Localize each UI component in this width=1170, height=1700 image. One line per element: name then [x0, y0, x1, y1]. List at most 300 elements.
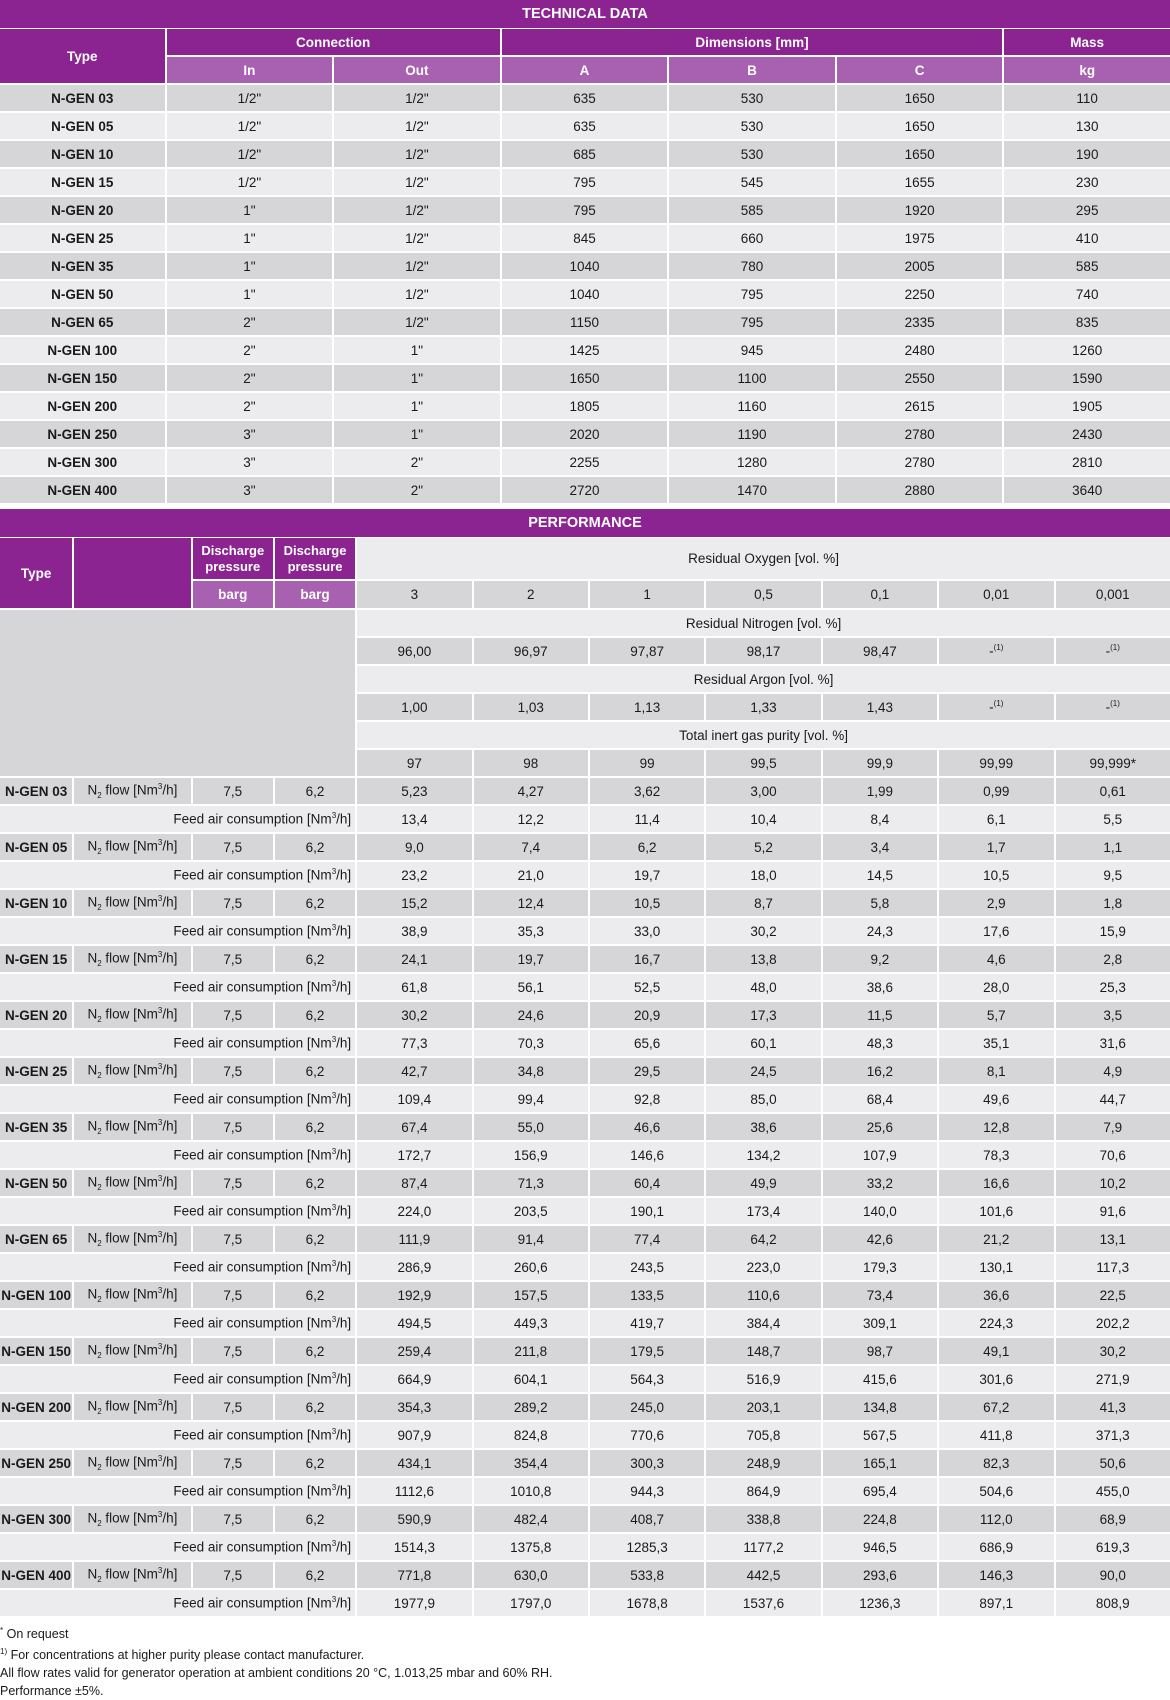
n2-flow-value: 17,3 [706, 1002, 820, 1028]
type-cell: N-GEN 03 [0, 85, 165, 111]
residual-argon-value: -$^{(1)}$ [1056, 694, 1170, 720]
feed-air-value: 35,1 [939, 1030, 1053, 1056]
feed-air-value: 18,0 [706, 862, 820, 888]
n2-flow-value: 5,23 [357, 778, 471, 804]
data-cell: 1650 [502, 365, 668, 391]
residual-argon-value: 1,13 [590, 694, 704, 720]
n2-flow-value: 73,4 [823, 1282, 937, 1308]
footnote-conditions: All flow rates valid for generator operation at ambient conditions 20 °C, 1.013,25 mbar and 60% RH. [0, 1664, 1170, 1682]
table-row [0, 1030, 1170, 1056]
feed-air-value: 70,6 [1056, 1142, 1170, 1168]
data-cell: 3640 [1004, 477, 1170, 503]
table-row [0, 1254, 1170, 1280]
discharge-pressure-2: 6,2 [275, 1450, 355, 1476]
feed-air-value: 1678,8 [590, 1590, 704, 1616]
type-cell: N-GEN 25 [0, 225, 165, 251]
data-cell: 795 [502, 197, 668, 223]
n2-flow-label: $N_2$ flow [Nm$^3$/h] [74, 946, 190, 972]
footnote-mark: (1) [994, 699, 1004, 708]
feed-air-label: Feed air consumption [Nm$^3$/h] [0, 1254, 355, 1280]
footnote-higher-purity: $^{1)}$ For concentrations at higher purity please contact manufacturer. [0, 1643, 1170, 1664]
subscript: 2 [97, 1351, 101, 1360]
data-cell: 585 [1004, 253, 1170, 279]
n2-flow-label: $N_2$ flow [Nm$^3$/h] [74, 1562, 190, 1588]
n2-flow-value: 87,4 [357, 1170, 471, 1196]
n2-flow-value: 41,3 [1056, 1394, 1170, 1420]
perf-header-discharge-1: Discharge pressure [193, 538, 273, 579]
n2-flow-value: 42,7 [357, 1058, 471, 1084]
type-cell: N-GEN 150 [0, 1338, 72, 1364]
perf-header-type: Type [0, 538, 72, 608]
feed-air-value: 13,4 [357, 806, 471, 832]
table-row [0, 1282, 1170, 1308]
data-cell: 2" [334, 477, 500, 503]
residual-oxygen-value: 2 [474, 581, 588, 608]
discharge-pressure-2: 6,2 [275, 778, 355, 804]
discharge-pressure-1: 7,5 [193, 834, 273, 860]
data-cell: 1150 [502, 309, 668, 335]
data-cell: 2430 [1004, 421, 1170, 447]
residual-argon-value: 1,00 [357, 694, 471, 720]
discharge-pressure-1: 7,5 [193, 1394, 273, 1420]
data-cell: 1" [167, 253, 333, 279]
col-header-type: Type [0, 29, 165, 83]
subscript: 2 [97, 1183, 101, 1192]
n2-flow-value: 50,6 [1056, 1450, 1170, 1476]
subscript: 2 [97, 1463, 101, 1472]
n2-flow-label: $N_2$ flow [Nm$^3$/h] [74, 1282, 190, 1308]
subscript: 2 [97, 1575, 101, 1584]
table-row [0, 421, 1170, 447]
n2-flow-value: 9,0 [357, 834, 471, 860]
n2-flow-value: 245,0 [590, 1394, 704, 1420]
data-cell: 1/2" [334, 309, 500, 335]
technical-data-table [0, 27, 1170, 505]
feed-air-value: 9,5 [1056, 862, 1170, 888]
n2-flow-value: 33,2 [823, 1170, 937, 1196]
data-cell: 2335 [837, 309, 1003, 335]
n2-flow-value: 354,4 [474, 1450, 588, 1476]
data-cell: 1040 [502, 253, 668, 279]
table-row [0, 1170, 1170, 1196]
data-cell: 660 [669, 225, 835, 251]
feed-air-value: 1112,6 [357, 1478, 471, 1504]
type-cell: N-GEN 250 [0, 1450, 72, 1476]
data-cell: 2780 [837, 421, 1003, 447]
data-cell: 1/2" [334, 225, 500, 251]
feed-air-value: 946,5 [823, 1534, 937, 1560]
feed-air-value: 31,6 [1056, 1030, 1170, 1056]
data-cell: 2480 [837, 337, 1003, 363]
data-cell: 1040 [502, 281, 668, 307]
superscript: 3 [158, 1174, 162, 1183]
residual-nitrogen-value: -$^{(1)}$ [1056, 638, 1170, 664]
table-row [0, 1590, 1170, 1616]
residual-argon-value: 1,43 [823, 694, 937, 720]
residual-oxygen-header: Residual Oxygen [vol. %] [357, 538, 1170, 579]
data-cell: 3" [167, 421, 333, 447]
feed-air-value: 504,6 [939, 1478, 1053, 1504]
n2-flow-value: 2,8 [1056, 946, 1170, 972]
superscript: 3 [158, 782, 162, 791]
n2-flow-value: 13,8 [706, 946, 820, 972]
discharge-pressure-2: 6,2 [275, 1170, 355, 1196]
feed-air-value: 1010,8 [474, 1478, 588, 1504]
feed-air-value: 419,7 [590, 1310, 704, 1336]
n2-flow-value: 13,1 [1056, 1226, 1170, 1252]
feed-air-value: 371,3 [1056, 1422, 1170, 1448]
feed-air-value: 411,8 [939, 1422, 1053, 1448]
subscript: 2 [97, 791, 101, 800]
table-row [0, 974, 1170, 1000]
feed-air-label: Feed air consumption [Nm$^3$/h] [0, 1142, 355, 1168]
subscript: 2 [97, 1295, 101, 1304]
table-row [0, 1394, 1170, 1420]
n2-flow-value: 12,8 [939, 1114, 1053, 1140]
superscript: 3 [332, 1539, 336, 1548]
n2-flow-value: 4,9 [1056, 1058, 1170, 1084]
type-cell: N-GEN 300 [0, 449, 165, 475]
data-cell: 1975 [837, 225, 1003, 251]
feed-air-value: 384,4 [706, 1310, 820, 1336]
n2-flow-value: 67,2 [939, 1394, 1053, 1420]
feed-air-label: Feed air consumption [Nm$^3$/h] [0, 1534, 355, 1560]
n2-flow-value: 3,4 [823, 834, 937, 860]
n2-flow-value: 98,7 [823, 1338, 937, 1364]
data-cell: 1/2" [167, 85, 333, 111]
superscript: 3 [332, 1259, 336, 1268]
footnote-performance: Performance ±5%. [0, 1682, 1170, 1700]
type-cell: N-GEN 20 [0, 1002, 72, 1028]
discharge-pressure-2: 6,2 [275, 1394, 355, 1420]
perf-header-barg-2: barg [275, 581, 355, 608]
n2-flow-value: 21,2 [939, 1226, 1053, 1252]
data-cell: 635 [502, 113, 668, 139]
data-cell: 585 [669, 197, 835, 223]
feed-air-value: 808,9 [1056, 1590, 1170, 1616]
feed-air-value: 516,9 [706, 1366, 820, 1392]
n2-flow-value: 134,8 [823, 1394, 937, 1420]
n2-flow-label: $N_2$ flow [Nm$^3$/h] [74, 1338, 190, 1364]
feed-air-value: 301,6 [939, 1366, 1053, 1392]
table-row [0, 449, 1170, 475]
type-cell: N-GEN 300 [0, 1506, 72, 1532]
data-cell: 1425 [502, 337, 668, 363]
data-cell: 1" [167, 281, 333, 307]
n2-flow-value: 15,2 [357, 890, 471, 916]
n2-flow-label: $N_2$ flow [Nm$^3$/h] [74, 1058, 190, 1084]
table-row [0, 1506, 1170, 1532]
data-cell: 2720 [502, 477, 668, 503]
n2-flow-value: 60,4 [590, 1170, 704, 1196]
total-inert-value: 98 [474, 750, 588, 776]
table-row [0, 253, 1170, 279]
data-cell: 1160 [669, 393, 835, 419]
data-cell: 1470 [669, 477, 835, 503]
table-row [0, 85, 1170, 111]
n2-flow-value: 7,9 [1056, 1114, 1170, 1140]
type-cell: N-GEN 25 [0, 1058, 72, 1084]
subscript: 2 [97, 903, 101, 912]
superscript: 3 [332, 1203, 336, 1212]
feed-air-label: Feed air consumption [Nm$^3$/h] [0, 918, 355, 944]
discharge-pressure-1: 7,5 [193, 1058, 273, 1084]
feed-air-value: 10,5 [939, 862, 1053, 888]
type-cell: N-GEN 400 [0, 1562, 72, 1588]
table-row [0, 834, 1170, 860]
data-cell: 3" [167, 477, 333, 503]
data-cell: 230 [1004, 169, 1170, 195]
data-cell: 1/2" [334, 85, 500, 111]
n2-flow-value: 112,0 [939, 1506, 1053, 1532]
superscript: 3 [158, 1230, 162, 1239]
feed-air-value: 1236,3 [823, 1590, 937, 1616]
data-cell: 1650 [837, 141, 1003, 167]
feed-air-label: Feed air consumption [Nm$^3$/h] [0, 806, 355, 832]
type-cell: N-GEN 65 [0, 309, 165, 335]
table-row [0, 946, 1170, 972]
table-row [0, 1002, 1170, 1028]
feed-air-value: 107,9 [823, 1142, 937, 1168]
data-cell: 2550 [837, 365, 1003, 391]
data-cell: 1100 [669, 365, 835, 391]
n2-flow-value: 20,9 [590, 1002, 704, 1028]
feed-air-value: 91,6 [1056, 1198, 1170, 1224]
feed-air-value: 14,5 [823, 862, 937, 888]
table-row [0, 141, 1170, 167]
superscript: 3 [332, 1091, 336, 1100]
feed-air-value: 156,9 [474, 1142, 588, 1168]
n2-flow-value: 590,9 [357, 1506, 471, 1532]
feed-air-value: 1375,8 [474, 1534, 588, 1560]
feed-air-value: 1537,6 [706, 1590, 820, 1616]
n2-flow-value: 146,3 [939, 1562, 1053, 1588]
n2-flow-value: 34,8 [474, 1058, 588, 1084]
discharge-pressure-1: 7,5 [193, 1282, 273, 1308]
feed-air-value: 1797,0 [474, 1590, 588, 1616]
discharge-pressure-1: 7,5 [193, 1170, 273, 1196]
n2-flow-value: 16,2 [823, 1058, 937, 1084]
data-cell: 2" [167, 393, 333, 419]
data-cell: 130 [1004, 113, 1170, 139]
feed-air-label: Feed air consumption [Nm$^3$/h] [0, 1086, 355, 1112]
n2-flow-value: 148,7 [706, 1338, 820, 1364]
residual-argon-value: 1,33 [706, 694, 820, 720]
table-row [0, 337, 1170, 363]
discharge-pressure-1: 7,5 [193, 946, 273, 972]
table-row [0, 197, 1170, 223]
n2-flow-value: 133,5 [590, 1282, 704, 1308]
n2-flow-value: 64,2 [706, 1226, 820, 1252]
residual-oxygen-value: 0,001 [1056, 581, 1170, 608]
feed-air-value: 10,4 [706, 806, 820, 832]
feed-air-value: 77,3 [357, 1030, 471, 1056]
table-row [0, 1058, 1170, 1084]
footnote-mark: (1) [994, 643, 1004, 652]
n2-flow-value: 10,2 [1056, 1170, 1170, 1196]
n2-flow-value: 224,8 [823, 1506, 937, 1532]
residual-nitrogen-value: 98,17 [706, 638, 820, 664]
col-header-c: C [837, 57, 1003, 83]
table-row [0, 1422, 1170, 1448]
n2-flow-value: 5,7 [939, 1002, 1053, 1028]
table-row [0, 169, 1170, 195]
subscript: 2 [97, 847, 101, 856]
feed-air-value: 224,0 [357, 1198, 471, 1224]
data-cell: 2" [167, 365, 333, 391]
feed-air-value: 49,6 [939, 1086, 1053, 1112]
n2-flow-label: $N_2$ flow [Nm$^3$/h] [74, 1450, 190, 1476]
n2-flow-value: 1,7 [939, 834, 1053, 860]
table-row [0, 225, 1170, 251]
feed-air-value: 173,4 [706, 1198, 820, 1224]
discharge-pressure-1: 7,5 [193, 1338, 273, 1364]
n2-flow-value: 434,1 [357, 1450, 471, 1476]
n2-flow-value: 771,8 [357, 1562, 471, 1588]
n2-flow-value: 16,6 [939, 1170, 1053, 1196]
col-header-dimensions: Dimensions [mm] [502, 29, 1003, 55]
superscript: 3 [332, 923, 336, 932]
data-cell: 1905 [1004, 393, 1170, 419]
feed-air-label: Feed air consumption [Nm$^3$/h] [0, 1590, 355, 1616]
data-cell: 2255 [502, 449, 668, 475]
n2-flow-value: 36,6 [939, 1282, 1053, 1308]
feed-air-value: 21,0 [474, 862, 588, 888]
discharge-pressure-1: 7,5 [193, 778, 273, 804]
feed-air-value: 695,4 [823, 1478, 937, 1504]
data-cell: 795 [669, 309, 835, 335]
data-cell: 1/2" [167, 141, 333, 167]
discharge-pressure-2: 6,2 [275, 1562, 355, 1588]
n2-flow-label: $N_2$ flow [Nm$^3$/h] [74, 1226, 190, 1252]
data-cell: 1/2" [334, 169, 500, 195]
superscript: 3 [158, 894, 162, 903]
discharge-pressure-2: 6,2 [275, 1226, 355, 1252]
n2-flow-value: 71,3 [474, 1170, 588, 1196]
feed-air-value: 455,0 [1056, 1478, 1170, 1504]
total-inert-value: 99,999* [1056, 750, 1170, 776]
table-row [0, 1450, 1170, 1476]
n2-flow-value: 90,0 [1056, 1562, 1170, 1588]
data-cell: 1/2" [334, 141, 500, 167]
n2-flow-value: 0,99 [939, 778, 1053, 804]
feed-air-value: 203,5 [474, 1198, 588, 1224]
n2-flow-value: 24,5 [706, 1058, 820, 1084]
feed-air-label: Feed air consumption [Nm$^3$/h] [0, 1310, 355, 1336]
table-row [0, 113, 1170, 139]
feed-air-value: 140,0 [823, 1198, 937, 1224]
n2-flow-value: 533,8 [590, 1562, 704, 1588]
n2-flow-value: 408,7 [590, 1506, 704, 1532]
feed-air-value: 286,9 [357, 1254, 471, 1280]
feed-air-value: 567,5 [823, 1422, 937, 1448]
feed-air-value: 134,2 [706, 1142, 820, 1168]
type-cell: N-GEN 100 [0, 1282, 72, 1308]
data-cell: 530 [669, 85, 835, 111]
residual-argon-header: Residual Argon [vol. %] [357, 666, 1170, 692]
data-cell: 1" [334, 337, 500, 363]
table-row [0, 1142, 1170, 1168]
feed-air-value: 65,6 [590, 1030, 704, 1056]
data-cell: 190 [1004, 141, 1170, 167]
col-header-out: Out [334, 57, 500, 83]
feed-air-value: 48,3 [823, 1030, 937, 1056]
data-cell: 2810 [1004, 449, 1170, 475]
n2-flow-label: $N_2$ flow [Nm$^3$/h] [74, 1506, 190, 1532]
table-row [0, 1534, 1170, 1560]
col-header-mass: Mass [1004, 29, 1170, 55]
feed-air-value: 85,0 [706, 1086, 820, 1112]
superscript: 3 [332, 1147, 336, 1156]
data-cell: 1650 [837, 85, 1003, 111]
data-cell: 635 [502, 85, 668, 111]
technical-data-title: TECHNICAL DATA [0, 0, 1170, 28]
footnote-mark: (1) [1110, 643, 1120, 652]
data-cell: 110 [1004, 85, 1170, 111]
performance-title: PERFORMANCE [0, 509, 1170, 537]
col-header-connection: Connection [167, 29, 500, 55]
superscript: 3 [158, 1286, 162, 1295]
feed-air-value: 172,7 [357, 1142, 471, 1168]
superscript: 3 [158, 1342, 162, 1351]
n2-flow-value: 12,4 [474, 890, 588, 916]
table-row [0, 890, 1170, 916]
type-cell: N-GEN 50 [0, 1170, 72, 1196]
table-row [0, 806, 1170, 832]
type-cell: N-GEN 65 [0, 1226, 72, 1252]
feed-air-label: Feed air consumption [Nm$^3$/h] [0, 1366, 355, 1392]
data-cell: 740 [1004, 281, 1170, 307]
discharge-pressure-2: 6,2 [275, 1002, 355, 1028]
feed-air-value: 28,0 [939, 974, 1053, 1000]
n2-flow-value: 82,3 [939, 1450, 1053, 1476]
n2-flow-label: $N_2$ flow [Nm$^3$/h] [74, 1170, 190, 1196]
feed-air-value: 11,4 [590, 806, 704, 832]
type-cell: N-GEN 15 [0, 946, 72, 972]
table-row [0, 610, 1170, 636]
n2-flow-value: 24,1 [357, 946, 471, 972]
residual-oxygen-value: 0,1 [823, 581, 937, 608]
n2-flow-value: 42,6 [823, 1226, 937, 1252]
type-cell: N-GEN 35 [0, 1114, 72, 1140]
feed-air-value: 130,1 [939, 1254, 1053, 1280]
discharge-pressure-2: 6,2 [275, 1114, 355, 1140]
superscript: 3 [332, 811, 336, 820]
type-cell: N-GEN 100 [0, 337, 165, 363]
feed-air-value: 35,3 [474, 918, 588, 944]
feed-air-value: 56,1 [474, 974, 588, 1000]
superscript: 3 [158, 1398, 162, 1407]
table-row [0, 1086, 1170, 1112]
feed-air-value: 223,0 [706, 1254, 820, 1280]
type-cell: N-GEN 400 [0, 477, 165, 503]
residual-oxygen-value: 3 [357, 581, 471, 608]
feed-air-value: 494,5 [357, 1310, 471, 1336]
n2-flow-value: 630,0 [474, 1562, 588, 1588]
type-cell: N-GEN 03 [0, 778, 72, 804]
n2-flow-value: 30,2 [357, 1002, 471, 1028]
type-cell: N-GEN 05 [0, 834, 72, 860]
discharge-pressure-2: 6,2 [275, 946, 355, 972]
feed-air-value: 944,3 [590, 1478, 704, 1504]
col-header-b: B [669, 57, 835, 83]
discharge-pressure-1: 7,5 [193, 1114, 273, 1140]
n2-flow-value: 5,8 [823, 890, 937, 916]
table-row [0, 778, 1170, 804]
residual-oxygen-value: 0,5 [706, 581, 820, 608]
superscript: 3 [158, 1006, 162, 1015]
data-cell: 1" [167, 225, 333, 251]
